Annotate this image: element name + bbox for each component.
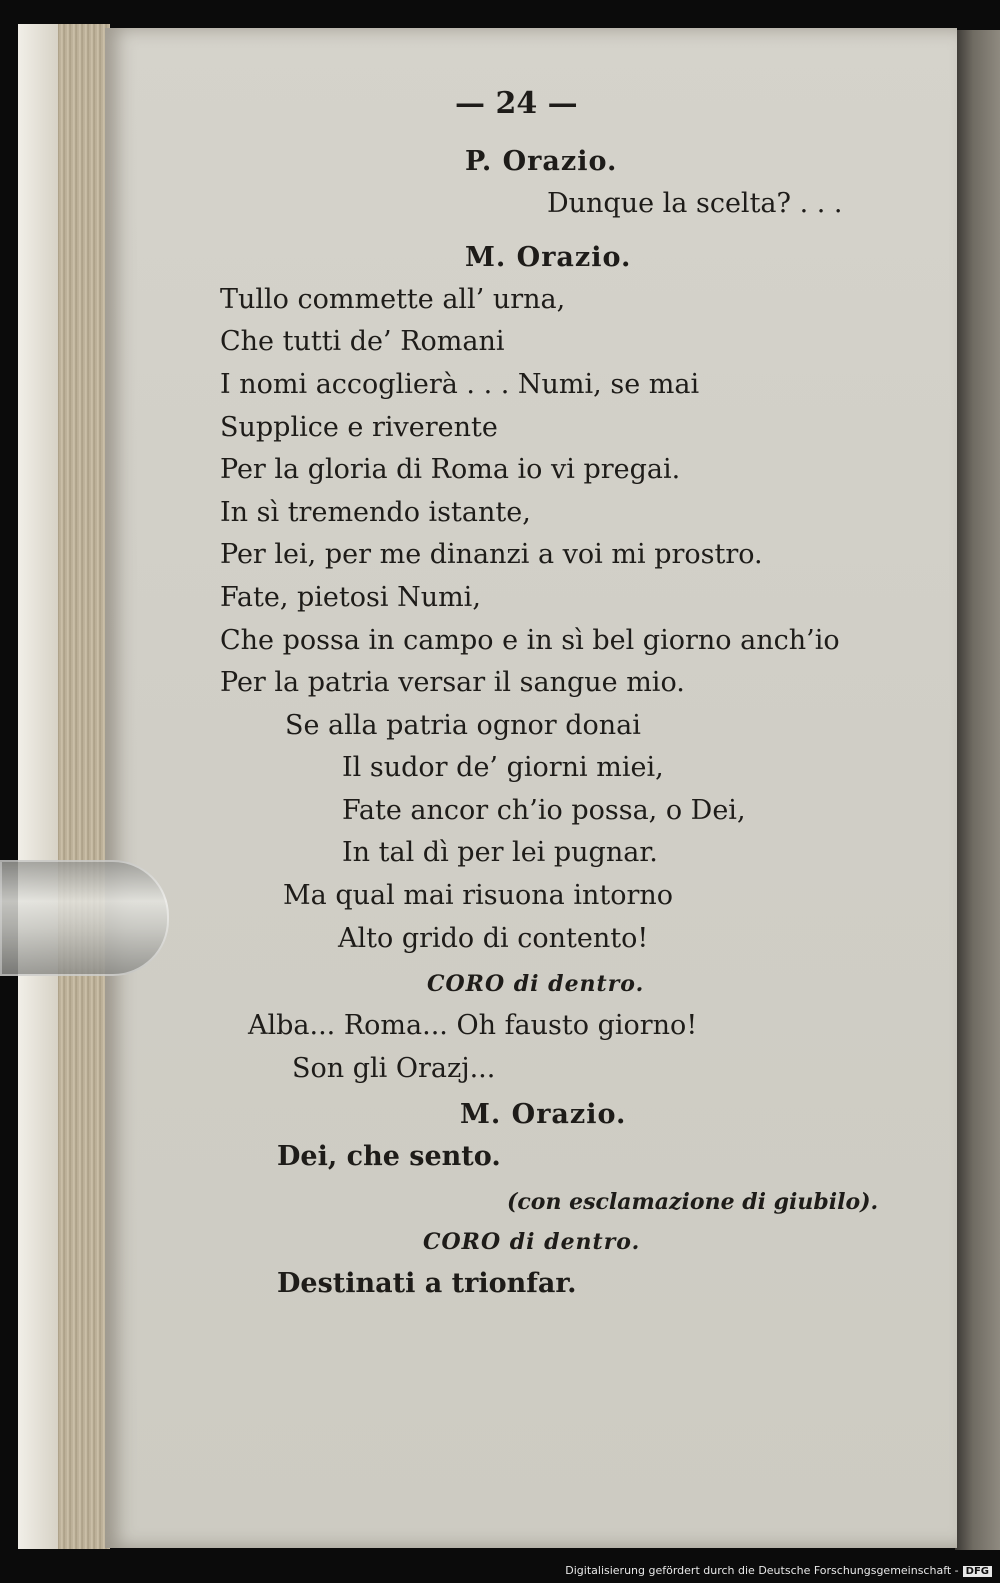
verse-line: Fate ancor ch’io possa, o Dei, [342,795,746,826]
verse-line: Fate, pietosi Numi, [220,582,481,613]
chorus-direction: CORO di dentro. [427,971,645,997]
verse-line: In sì tremendo istante, [220,497,531,528]
dfg-logo: DFG [963,1566,992,1577]
verse-line: Ma qual mai risuona intorno [283,880,674,911]
verse-line: Se alla patria ognor donai [285,710,641,741]
digitization-credit [565,1564,992,1577]
adjacent-page-edge [955,30,1000,1550]
chorus-direction: CORO di dentro. [423,1229,641,1255]
verse-line: Che possa in campo e in sì bel giorno anch’io [220,625,840,656]
flyleaf-edge [18,24,58,1549]
speaker-label: M. Orazio. [465,242,632,273]
verse-line: Per la gloria di Roma io vi pregai. [220,454,681,485]
verse-line: Dei, che sento. [277,1141,501,1172]
book-page [105,28,957,1548]
verse-line: In tal dì per lei pugnar. [342,837,658,868]
verse-line: Tullo commette all’ urna, [220,284,566,315]
verse-line: Alba... Roma... Oh fausto giorno! [248,1010,698,1041]
verse-line: Per la patria versar il sangue mio. [220,667,685,698]
verse-line: Supplice e riverente [220,412,498,443]
verse-line: Dunque la scelta? . . . [547,188,843,219]
speaker-label: P. Orazio. [465,146,618,177]
page-stack-edge [18,24,110,1549]
verse-line: Il sudor de’ giorni miei, [342,752,664,783]
verse-line: I nomi accoglierà . . . Numi, se mai [220,369,700,400]
verse-line: Destinati a trionfar. [277,1268,577,1299]
page-number: — 24 — [455,86,578,121]
page-holder-clip [0,860,169,976]
stage-direction: (con esclamazione di giubilo). [507,1189,879,1215]
credit-text: Digitalisierung gefördert durch die Deutsche Forschungsgemeinschaft - [565,1564,959,1577]
speaker-label: M. Orazio. [460,1099,627,1130]
verse-line: Che tutti de’ Romani [220,326,505,357]
verse-line: Per lei, per me dinanzi a voi mi prostro. [220,539,763,570]
verse-line: Son gli Orazj... [292,1053,496,1084]
verse-line: Alto grido di contento! [338,923,649,954]
